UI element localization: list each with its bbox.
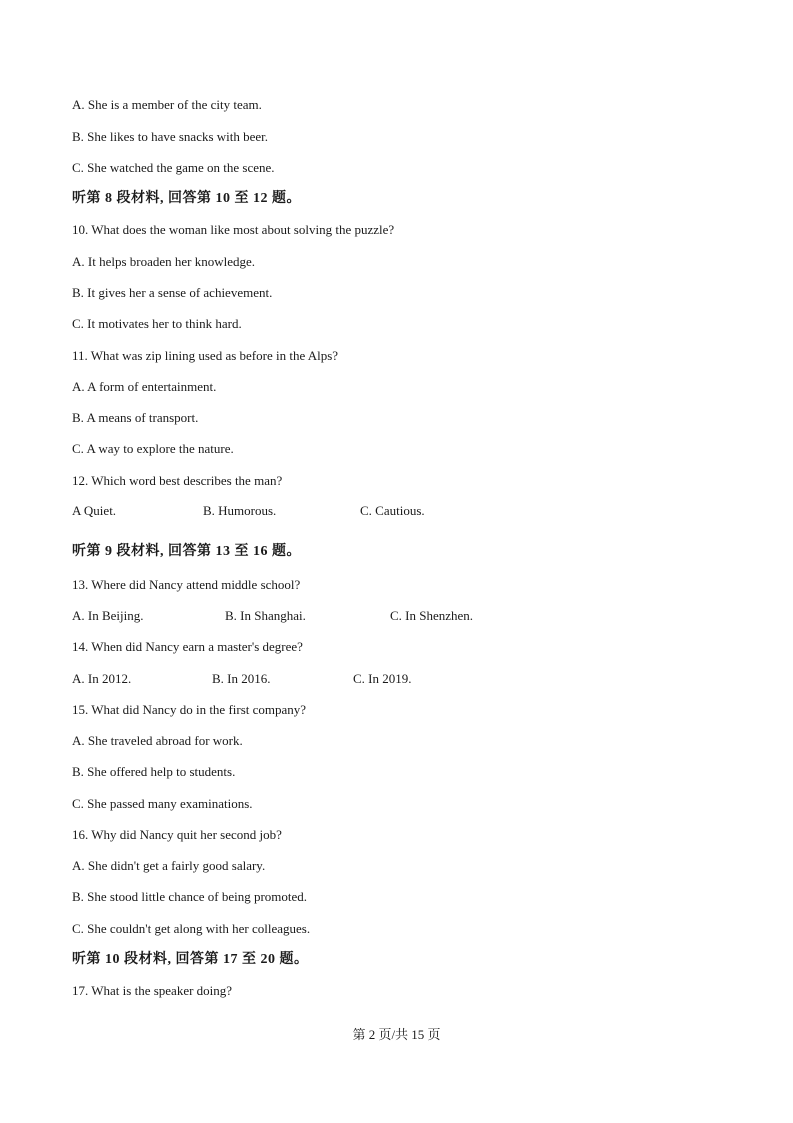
- q11-option-a: A. A form of entertainment.: [72, 379, 217, 394]
- page-footer: 第 2 页/共 15 页: [352, 1027, 441, 1042]
- q14-option-b: B. In 2016.: [212, 671, 271, 686]
- q14-option-a: A. In 2012.: [72, 671, 132, 686]
- q10-option-a: A. It helps broaden her knowledge.: [72, 254, 256, 269]
- q10-question: 10. What does the woman like most about solving the puzzle?: [72, 222, 395, 237]
- q16-option-c: C. She couldn't get along with her colleagues.: [72, 921, 311, 936]
- q10-option-b: B. It gives her a sense of achievement.: [72, 285, 273, 300]
- q12-option-a: A Quiet.: [72, 503, 117, 518]
- q10-option-c: C. It motivates her to think hard.: [72, 316, 242, 331]
- q15-question: 15. What did Nancy do in the first company?: [72, 702, 307, 717]
- section-8-heading: 听第 8 段材料, 回答第 10 至 12 题。: [72, 191, 301, 206]
- q14-question: 14. When did Nancy earn a master's degree?: [72, 639, 303, 654]
- q16-option-b: B. She stood little chance of being promoted.: [72, 889, 308, 904]
- section-10-heading: 听第 10 段材料, 回答第 17 至 20 题。: [72, 952, 309, 967]
- q11-option-b: B. A means of transport.: [72, 410, 199, 425]
- q14-option-c: C. In 2019.: [353, 671, 412, 686]
- q16-question: 16. Why did Nancy quit her second job?: [72, 827, 282, 842]
- q9-option-c: C. She watched the game on the scene.: [72, 160, 275, 175]
- q11-question: 11. What was zip lining used as before in the Alps?: [72, 348, 339, 363]
- q15-option-c: C. She passed many examinations.: [72, 796, 253, 811]
- q13-option-a: A. In Beijing.: [72, 608, 144, 623]
- q12-option-b: B. Humorous.: [203, 503, 277, 518]
- q17-question: 17. What is the speaker doing?: [72, 983, 233, 998]
- section-9-heading: 听第 9 段材料, 回答第 13 至 16 题。: [72, 544, 301, 559]
- q13-option-b: B. In Shanghai.: [225, 608, 306, 623]
- q12-question: 12. Which word best describes the man?: [72, 473, 283, 488]
- q15-option-b: B. She offered help to students.: [72, 764, 236, 779]
- q13-question: 13. Where did Nancy attend middle school?: [72, 577, 301, 592]
- q9-option-a: A. She is a member of the city team.: [72, 97, 262, 112]
- q13-option-c: C. In Shenzhen.: [390, 608, 474, 623]
- q9-option-b: B. She likes to have snacks with beer.: [72, 129, 269, 144]
- q11-option-c: C. A way to explore the nature.: [72, 441, 234, 456]
- q15-option-a: A. She traveled abroad for work.: [72, 733, 243, 748]
- q16-option-a: A. She didn't get a fairly good salary.: [72, 858, 266, 873]
- q12-option-c: C. Cautious.: [360, 503, 425, 518]
